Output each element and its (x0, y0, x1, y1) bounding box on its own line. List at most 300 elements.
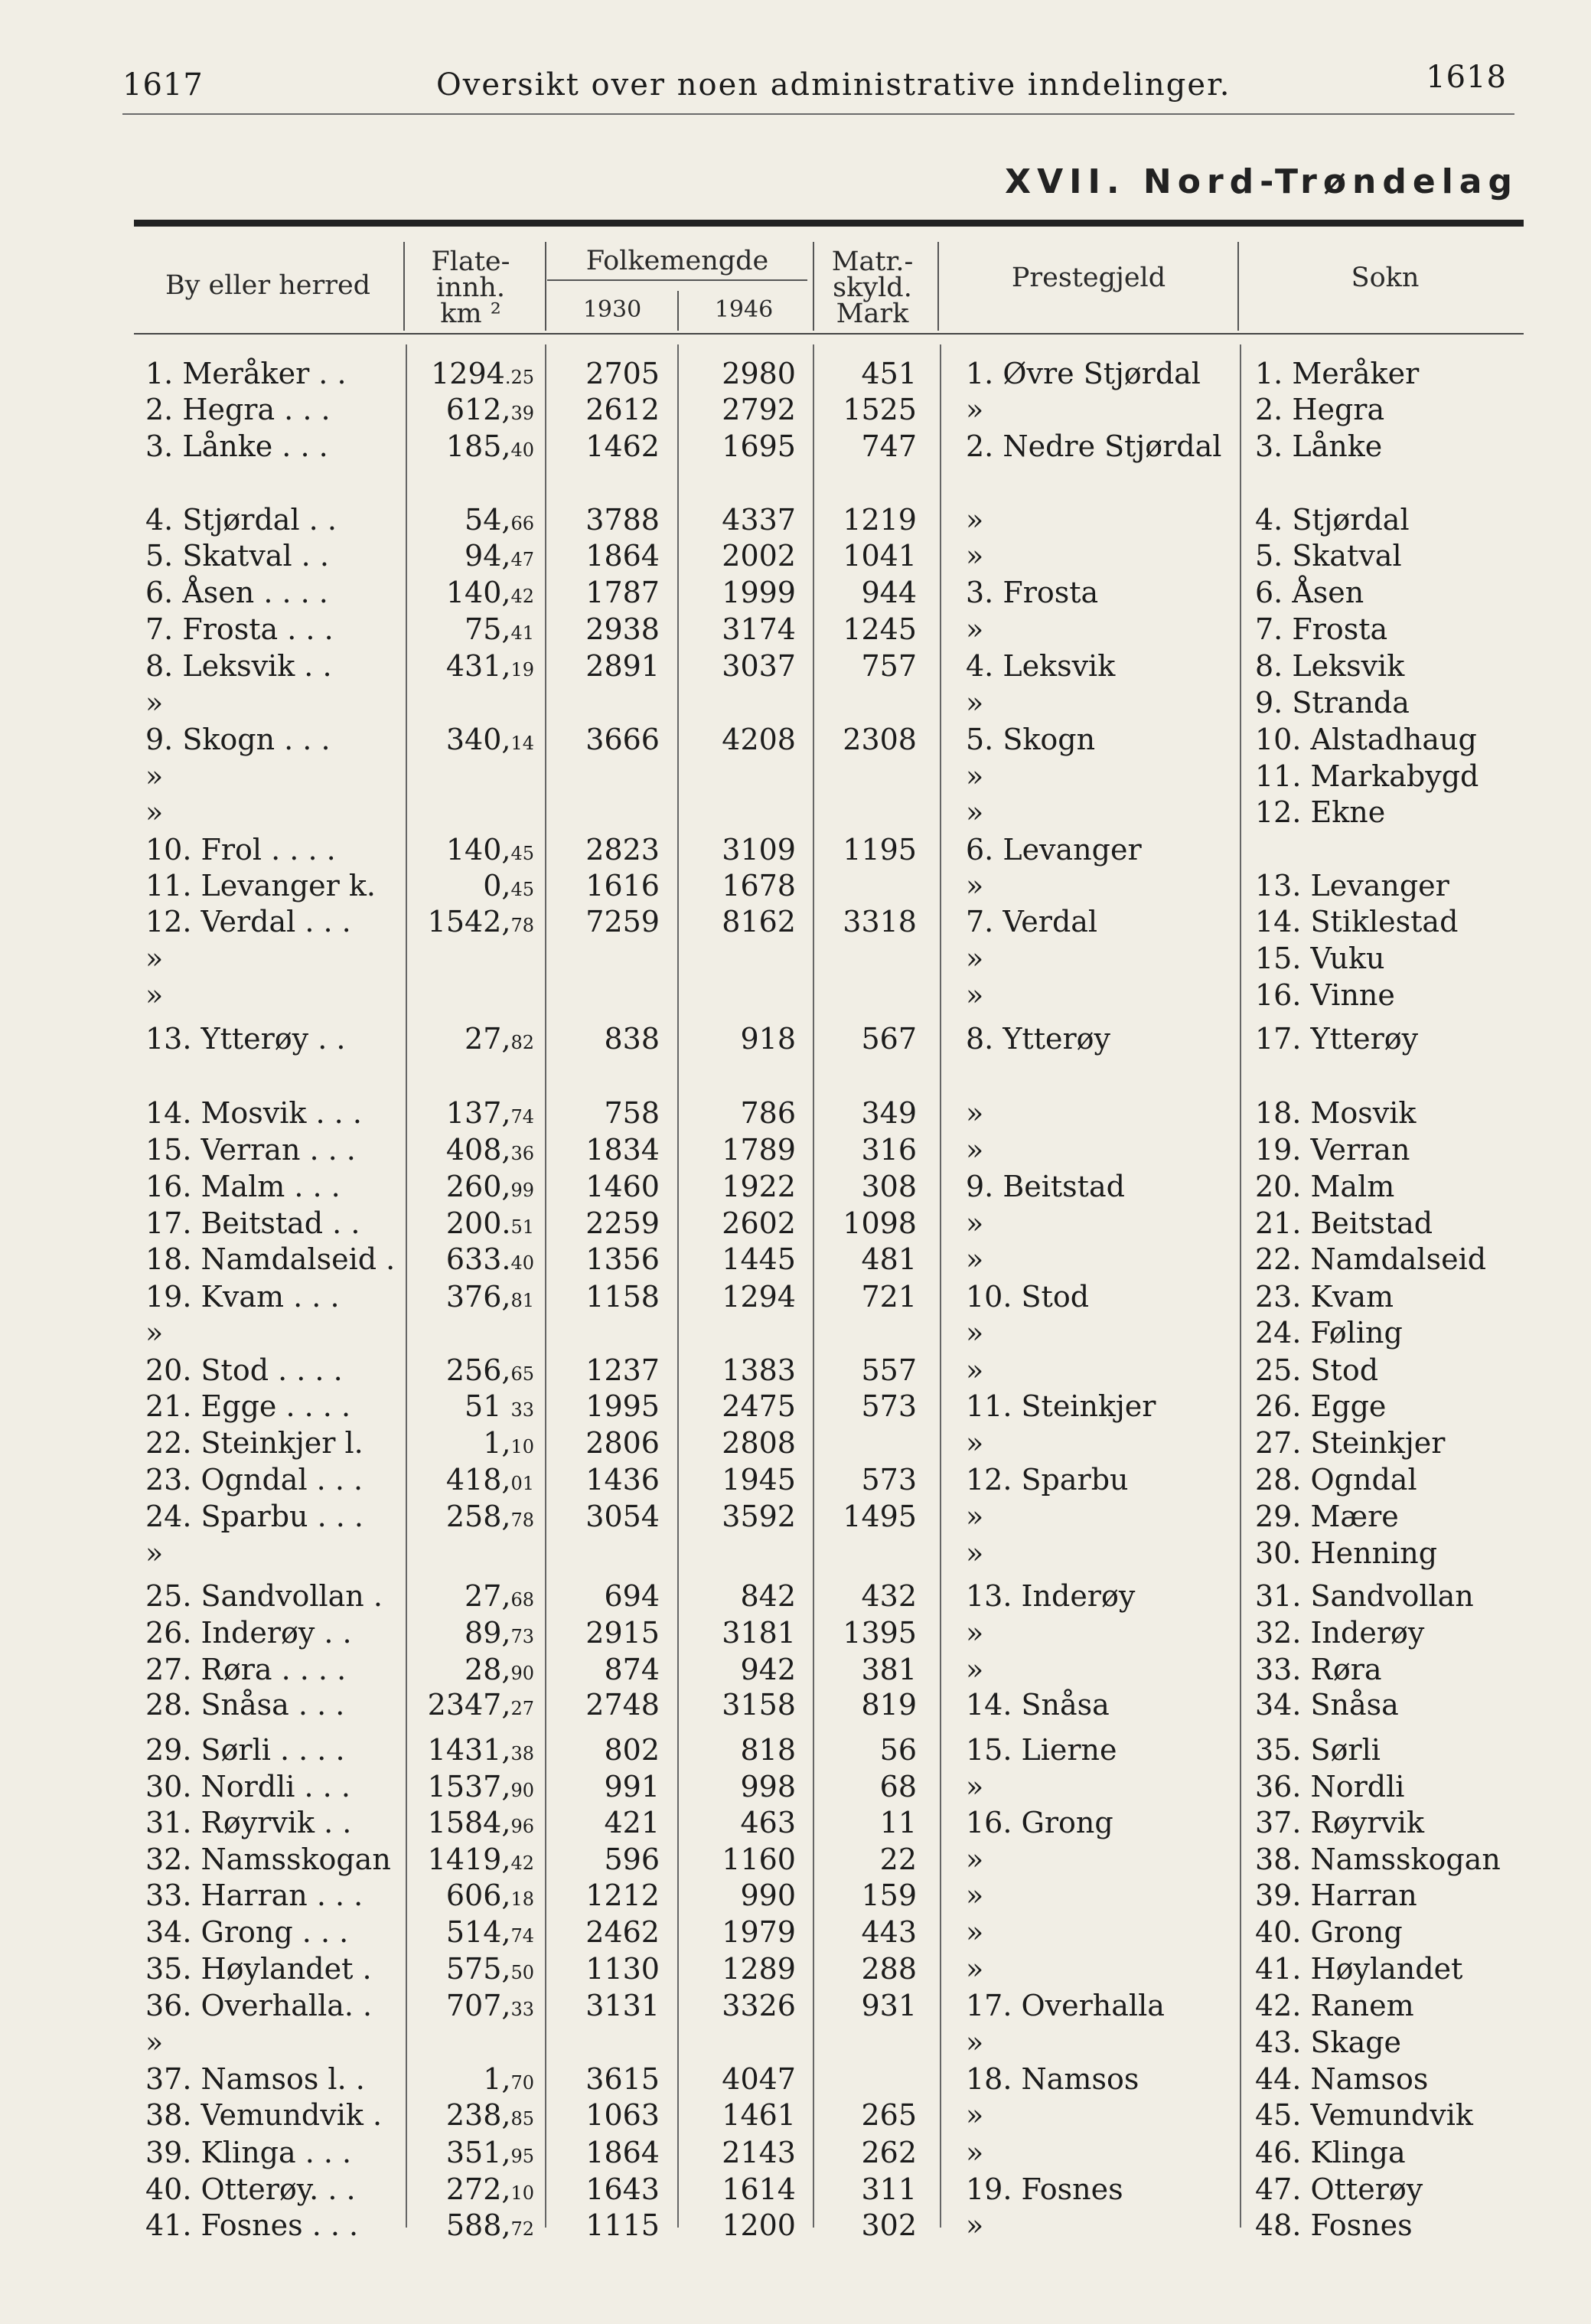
cell-area (446, 2097, 534, 2136)
cell-by-herred: 1. Meråker . . (145, 357, 347, 390)
table-row (0, 795, 1591, 830)
table-row (0, 1206, 1591, 1241)
cell-by-herred: 4. Stjørdal . . (145, 503, 337, 537)
cell-area-decimal: 74 (510, 1106, 534, 1128)
cell-area (431, 356, 534, 395)
cell-by-herred: 3. Lånke . . . (145, 429, 328, 463)
table-row (0, 356, 1591, 391)
cell-matrikkelskyld: 451 (861, 357, 917, 390)
cell-by-herred: 34. Grong . . . (145, 1915, 349, 1949)
header-separator (937, 242, 939, 331)
cell-pop-1930: 1460 (585, 1170, 660, 1203)
cell-area (446, 392, 534, 431)
cell-area (446, 1951, 534, 1990)
cell-prestegjeld: » (966, 869, 984, 903)
col-header-1930: 1930 (582, 296, 642, 323)
cell-pop-1930: 2259 (585, 1206, 660, 1240)
cell-area-integer: 575, (445, 1952, 511, 1986)
cell-matrikkelskyld: 265 (861, 2098, 917, 2132)
cell-area (446, 1095, 534, 1134)
cell-pop-1946: 4337 (722, 503, 796, 537)
cell-area-integer: 514, (445, 1915, 511, 1949)
cell-by-herred: 11. Levanger k. (145, 869, 376, 903)
cell-area-integer: 2347, (427, 1688, 511, 1722)
cell-prestegjeld: 12. Sparbu (966, 1463, 1129, 1497)
cell-pop-1930: 3615 (585, 2062, 660, 2096)
cell-pop-1946: 2792 (722, 393, 796, 426)
cell-area-decimal: 50 (510, 1962, 534, 1983)
cell-by-herred: 20. Stod . . . . (145, 1353, 343, 1387)
cell-area-integer: 351, (445, 2136, 511, 2169)
cell-sokn: 36. Nordli (1255, 1770, 1405, 1803)
cell-area-integer: 140, (445, 576, 511, 609)
cell-matrikkelskyld: 11 (879, 1806, 917, 1839)
cell-by-herred: 25. Sandvollan . (145, 1579, 383, 1613)
cell-by-herred: 18. Namdalseid . (145, 1242, 396, 1276)
cell-sokn: 32. Inderøy (1255, 1616, 1425, 1650)
page-number-left: 1617 (122, 67, 204, 103)
cell-area-decimal: 90 (510, 1663, 534, 1684)
cell-pop-1946: 2002 (722, 539, 796, 573)
cell-prestegjeld: » (966, 1915, 984, 1949)
table-row (0, 1462, 1591, 1497)
cell-pop-1946: 3109 (722, 833, 796, 867)
cell-pop-1946: 3174 (722, 612, 796, 646)
cell-area-integer: 1, (483, 1426, 511, 1460)
cell-prestegjeld: 7. Verdal (966, 905, 1098, 938)
cell-sokn: 15. Vuku (1255, 942, 1385, 975)
cell-pop-1930: 1130 (585, 1952, 660, 1986)
cell-matrikkelskyld: 1041 (843, 539, 917, 573)
cell-area-integer: 54, (465, 503, 511, 537)
cell-area-decimal: 82 (510, 1032, 534, 1053)
cell-sokn: 8. Leksvik (1255, 649, 1405, 683)
cell-sokn: 29. Mære (1255, 1500, 1399, 1533)
cell-area (465, 1389, 534, 1428)
cell-pop-1930: 1115 (585, 2208, 660, 2242)
cell-pop-1930: 1462 (585, 429, 660, 463)
cell-area-integer: 418, (445, 1463, 511, 1497)
cell-prestegjeld: » (966, 1206, 984, 1240)
cell-matrikkelskyld: 819 (861, 1688, 917, 1722)
cell-area-decimal: 95 (510, 2146, 534, 2167)
cell-pop-1946: 3592 (722, 1500, 796, 1533)
cell-area (446, 1242, 534, 1281)
cell-area (428, 1769, 534, 1808)
table-row (0, 1021, 1591, 1056)
cell-by-herred: » (145, 795, 164, 829)
col-header-flate (406, 246, 536, 329)
cell-by-herred: 36. Overhalla. . (145, 1989, 373, 2022)
cell-area-decimal: 81 (510, 1290, 534, 1311)
cell-sokn: 48. Fosnes (1255, 2208, 1413, 2242)
cell-pop-1930: 2938 (585, 612, 660, 646)
cell-matrikkelskyld: 1219 (843, 503, 917, 537)
cell-area-decimal: 70 (510, 2072, 534, 2094)
cell-area-decimal: 72 (510, 2218, 534, 2240)
cell-area-decimal: 01 (510, 1473, 534, 1494)
cell-by-herred: » (145, 942, 164, 975)
cell-matrikkelskyld: 567 (861, 1022, 917, 1056)
cell-area (446, 832, 534, 871)
cell-pop-1930: 2823 (585, 833, 660, 867)
cell-pop-1930: 3054 (585, 1500, 660, 1533)
col-header-matr-line2: skyld. (833, 273, 912, 303)
cell-pop-1946: 786 (740, 1096, 796, 1130)
cell-prestegjeld: » (966, 1770, 984, 1803)
cell-pop-1946: 3037 (722, 649, 796, 683)
cell-pop-1946: 918 (740, 1022, 796, 1056)
cell-by-herred: 38. Vemundvik . (145, 2098, 383, 2132)
cell-by-herred: » (145, 978, 164, 1012)
cell-area-integer: 340, (445, 723, 511, 756)
cell-matrikkelskyld: 573 (861, 1389, 917, 1423)
cell-area-decimal: 27 (510, 1698, 534, 1719)
cell-area-integer: 94, (465, 539, 511, 573)
cell-sokn: 17. Ytterøy (1255, 1022, 1419, 1056)
cell-area (446, 429, 534, 468)
cell-matrikkelskyld: 311 (861, 2172, 917, 2206)
cell-prestegjeld: 4. Leksvik (966, 649, 1116, 683)
cell-area-decimal: 96 (510, 1816, 534, 1837)
cell-area-decimal: 74 (510, 1925, 534, 1947)
cell-prestegjeld: » (966, 503, 984, 537)
cell-area-integer: 28, (465, 1653, 511, 1686)
cell-area-integer: 260, (445, 1170, 511, 1203)
cell-by-herred: 27. Røra . . . . (145, 1653, 347, 1686)
cell-area-integer: 258, (445, 1500, 511, 1533)
cell-prestegjeld: » (966, 1316, 984, 1350)
cell-area-integer: 1, (483, 2062, 511, 2096)
table-row (0, 1242, 1591, 1277)
cell-area-decimal: 85 (510, 2108, 534, 2130)
cell-matrikkelskyld: 159 (861, 1878, 917, 1912)
table-row (0, 502, 1591, 537)
cell-by-herred: 5. Skatval . . (145, 539, 329, 573)
cell-by-herred: 8. Leksvik . . (145, 649, 332, 683)
header-separator (403, 242, 405, 331)
header-separator (545, 242, 546, 331)
cell-sokn: 33. Røra (1255, 1653, 1382, 1686)
cell-by-herred: 23. Ogndal . . . (145, 1463, 364, 1497)
cell-pop-1946: 842 (740, 1579, 796, 1613)
cell-pop-1930: 7259 (585, 905, 660, 938)
cell-prestegjeld: » (966, 612, 984, 646)
cell-area-integer: 707, (445, 1989, 511, 2022)
cell-pop-1930: 758 (604, 1096, 660, 1130)
cell-by-herred: 39. Klinga . . . (145, 2136, 352, 2169)
cell-area-integer: 137, (445, 1096, 511, 1130)
cell-prestegjeld: 6. Levanger (966, 833, 1142, 867)
cell-sokn: 39. Harran (1255, 1878, 1417, 1912)
col-header-flate-line3: km ² (440, 299, 501, 329)
cell-pop-1946: 2475 (722, 1389, 796, 1423)
cell-area-decimal: 68 (510, 1589, 534, 1611)
table-row (0, 1951, 1591, 1986)
cell-pop-1930: 596 (604, 1843, 660, 1876)
cell-prestegjeld: 15. Lierne (966, 1733, 1117, 1767)
table-row (0, 1169, 1591, 1204)
cell-pop-1946: 1945 (722, 1463, 796, 1497)
cell-area (446, 575, 534, 614)
cell-pop-1930: 1212 (585, 1878, 660, 1912)
cell-area-integer: 1537, (427, 1770, 511, 1803)
cell-pop-1946: 2602 (722, 1206, 796, 1240)
cell-prestegjeld: 18. Namsos (966, 2062, 1139, 2096)
cell-pop-1930: 1436 (585, 1463, 660, 1497)
table-row (0, 1132, 1591, 1167)
cell-prestegjeld: » (966, 795, 984, 829)
cell-area-integer: 238, (445, 2098, 511, 2132)
cell-matrikkelskyld: 432 (861, 1579, 917, 1613)
cell-area (446, 1279, 534, 1318)
cell-prestegjeld: » (966, 1426, 984, 1460)
cell-prestegjeld: » (966, 942, 984, 975)
cell-matrikkelskyld: 1195 (843, 833, 917, 867)
cell-by-herred: 14. Mosvik . . . (145, 1096, 362, 1130)
cell-sokn: 5. Skatval (1255, 539, 1402, 573)
col-header-by-herred: By eller herred (165, 270, 371, 301)
cell-pop-1946: 1289 (722, 1952, 796, 1986)
col-header-prestegjeld: Prestegjeld (1011, 263, 1166, 293)
cell-by-herred: 2. Hegra . . . (145, 393, 331, 426)
cell-pop-1946: 818 (740, 1733, 796, 1767)
cell-matrikkelskyld: 316 (861, 1133, 917, 1167)
cell-sokn: 27. Steinkjer (1255, 1426, 1446, 1460)
cell-sokn: 24. Føling (1255, 1316, 1403, 1350)
cell-sokn: 12. Ekne (1255, 795, 1386, 829)
cell-pop-1946: 1461 (722, 2098, 796, 2132)
cell-area-decimal: 78 (510, 915, 534, 936)
cell-sokn: 3. Lånke (1255, 429, 1383, 463)
cell-by-herred: 9. Skogn . . . (145, 723, 331, 756)
cell-area-decimal: 39 (510, 403, 534, 424)
cell-pop-1930: 2462 (585, 1915, 660, 1949)
table-row (0, 759, 1591, 794)
cell-pop-1946: 4047 (722, 2062, 796, 2096)
cell-by-herred: 21. Egge . . . . (145, 1389, 351, 1423)
cell-prestegjeld: » (966, 978, 984, 1012)
cell-sokn: 43. Skage (1255, 2025, 1402, 2059)
cell-area-integer: 140, (445, 833, 511, 867)
cell-area-integer: 200. (445, 1206, 511, 1240)
cell-sokn: 30. Henning (1255, 1536, 1438, 1570)
cell-matrikkelskyld: 944 (861, 576, 917, 609)
table-row (0, 1279, 1591, 1314)
cell-matrikkelskyld: 557 (861, 1353, 917, 1387)
table-row (0, 1425, 1591, 1461)
cell-sokn: 9. Stranda (1255, 686, 1410, 720)
table-row (0, 392, 1591, 427)
cell-sokn: 47. Otterøy (1255, 2172, 1423, 2206)
header-separator (677, 291, 679, 331)
table-row (0, 722, 1591, 757)
cell-prestegjeld: 17. Overhalla (966, 1989, 1165, 2022)
cell-area-decimal: 10 (510, 1436, 534, 1457)
col-header-flate-line2: innh. (436, 273, 505, 303)
cell-sokn: 46. Klinga (1255, 2136, 1406, 2169)
cell-pop-1930: 2806 (585, 1426, 660, 1460)
table-row (0, 1315, 1591, 1350)
cell-prestegjeld: » (966, 2208, 984, 2242)
cell-area (446, 1988, 534, 2027)
header-separator (813, 242, 814, 331)
cell-pop-1930: 1063 (585, 2098, 660, 2132)
cell-area-decimal: 90 (510, 1780, 534, 1801)
table-row (0, 429, 1591, 464)
cell-sokn: 40. Grong (1255, 1915, 1403, 1949)
cell-sokn: 16. Vinne (1255, 978, 1395, 1012)
cell-matrikkelskyld: 1245 (843, 612, 917, 646)
table-row (0, 1353, 1591, 1388)
page-running-title: Oversikt over noen administrative inndelinger. (436, 67, 1231, 103)
page-number-right: 1618 (1426, 60, 1507, 95)
cell-prestegjeld: 5. Skogn (966, 723, 1096, 756)
cell-matrikkelskyld: 931 (861, 1989, 917, 2022)
table-row (0, 648, 1591, 684)
table-row (0, 612, 1591, 647)
table-row (0, 1878, 1591, 1913)
col-header-matr-line1: Matr.- (831, 246, 914, 277)
cell-sokn: 11. Markabygd (1255, 759, 1479, 793)
cell-sokn: 20. Malm (1255, 1170, 1395, 1203)
cell-pop-1946: 1294 (722, 1280, 796, 1314)
cell-pop-1946: 3158 (722, 1688, 796, 1722)
cell-area (446, 1878, 534, 1917)
cell-matrikkelskyld: 443 (861, 1915, 917, 1949)
table-row (0, 685, 1591, 720)
cell-sokn: 10. Alstadhaug (1255, 723, 1477, 756)
table-row (0, 1615, 1591, 1650)
cell-pop-1946: 1695 (722, 429, 796, 463)
cell-area (483, 1425, 534, 1464)
cell-by-herred: 29. Sørli . . . . (145, 1733, 345, 1767)
cell-area (446, 2135, 534, 2174)
cell-area-integer: 75, (465, 612, 511, 646)
col-header-matr-line3: Mark (836, 299, 909, 329)
cell-pop-1930: 1643 (585, 2172, 660, 2206)
cell-matrikkelskyld: 1098 (843, 1206, 917, 1240)
cell-area-integer: 1294 (431, 357, 505, 390)
table-row (0, 575, 1591, 610)
section-title: XVII. Nord-Trøndelag (1005, 162, 1518, 201)
cell-pop-1930: 421 (604, 1806, 660, 1839)
cell-area-decimal: 73 (510, 1626, 534, 1647)
cell-matrikkelskyld: 308 (861, 1170, 917, 1203)
cell-matrikkelskyld: 1395 (843, 1616, 917, 1650)
cell-prestegjeld: 9. Beitstad (966, 1170, 1125, 1203)
cell-by-herred: 7. Frosta . . . (145, 612, 334, 646)
cell-sokn: 22. Namdalseid (1255, 1242, 1487, 1276)
cell-area-decimal: 36 (510, 1143, 534, 1164)
table-row (0, 1732, 1591, 1767)
cell-by-herred: 40. Otterøy. . . (145, 2172, 356, 2206)
cell-sokn: 38. Namsskogan (1255, 1843, 1501, 1876)
cell-pop-1946: 1678 (722, 869, 796, 903)
cell-matrikkelskyld: 381 (861, 1653, 917, 1686)
cell-sokn: 35. Sørli (1255, 1733, 1381, 1767)
cell-prestegjeld: » (966, 1653, 984, 1686)
cell-matrikkelskyld: 349 (861, 1096, 917, 1130)
cell-by-herred: 15. Verran . . . (145, 1133, 356, 1167)
cell-area-decimal: 78 (510, 1510, 534, 1531)
cell-sokn: 19. Verran (1255, 1133, 1410, 1167)
cell-area-decimal: 45 (510, 843, 534, 864)
cell-sokn: 13. Levanger (1255, 869, 1449, 903)
cell-sokn: 42. Ranem (1255, 1989, 1414, 2022)
cell-sokn: 34. Snåsa (1255, 1688, 1399, 1722)
cell-pop-1946: 998 (740, 1770, 796, 1803)
cell-matrikkelskyld: 757 (861, 649, 917, 683)
table-row (0, 1769, 1591, 1804)
table-row (0, 1536, 1591, 1571)
cell-area-integer: 606, (445, 1878, 511, 1912)
cell-area (446, 1132, 534, 1171)
cell-prestegjeld: » (966, 393, 984, 426)
cell-area (465, 502, 534, 541)
cell-prestegjeld: » (966, 1133, 984, 1167)
cell-prestegjeld: » (966, 539, 984, 573)
cell-area (428, 1687, 534, 1726)
table-row (0, 978, 1591, 1013)
cell-prestegjeld: » (966, 1242, 984, 1276)
cell-matrikkelskyld: 2308 (843, 723, 917, 756)
cell-pop-1930: 694 (604, 1579, 660, 1613)
cell-sokn: 6. Åsen (1255, 576, 1364, 609)
cell-sokn: 7. Frosta (1255, 612, 1388, 646)
cell-area (446, 1914, 534, 1954)
cell-pop-1930: 1834 (585, 1133, 660, 1167)
cell-by-herred: 30. Nordli . . . (145, 1770, 350, 1803)
cell-pop-1946: 463 (740, 1806, 796, 1839)
cell-prestegjeld: » (966, 2136, 984, 2169)
cell-pop-1930: 1616 (585, 869, 660, 903)
cell-prestegjeld: » (966, 2025, 984, 2059)
cell-matrikkelskyld: 3318 (843, 905, 917, 938)
cell-pop-1930: 2705 (585, 357, 660, 390)
table-row (0, 1687, 1591, 1722)
table-row (0, 2061, 1591, 2097)
cell-area (446, 1206, 534, 1245)
cell-sokn: 21. Beitstad (1255, 1206, 1433, 1240)
cell-area-integer: 27, (465, 1579, 511, 1613)
cell-area (446, 2208, 534, 2247)
cell-area-integer: 376, (445, 1280, 511, 1314)
cell-pop-1930: 2915 (585, 1616, 660, 1650)
cell-area-decimal: 42 (510, 1852, 534, 1874)
cell-matrikkelskyld: 1525 (843, 393, 917, 426)
cell-area-decimal: 99 (510, 1180, 534, 1201)
cell-pop-1946: 1445 (722, 1242, 796, 1276)
cell-by-herred: 13. Ytterøy . . (145, 1022, 346, 1056)
cell-by-herred: 33. Harran . . . (145, 1878, 364, 1912)
cell-area-integer: 27, (465, 1022, 511, 1056)
cell-by-herred: 6. Åsen . . . . (145, 576, 328, 609)
cell-pop-1946: 1999 (722, 576, 796, 609)
cell-area-decimal: 14 (510, 733, 534, 754)
cell-pop-1930: 838 (604, 1022, 660, 1056)
cell-area-integer: 185, (445, 429, 511, 463)
cell-area (483, 868, 534, 907)
cell-pop-1930: 1864 (585, 539, 660, 573)
cell-area-decimal: 18 (510, 1888, 534, 1910)
table-row (0, 832, 1591, 867)
table-row (0, 1578, 1591, 1614)
cell-area-integer: 256, (445, 1353, 511, 1387)
cell-pop-1930: 1787 (585, 576, 660, 609)
cell-sokn: 45. Vemundvik (1255, 2098, 1473, 2132)
table-row (0, 2135, 1591, 2170)
